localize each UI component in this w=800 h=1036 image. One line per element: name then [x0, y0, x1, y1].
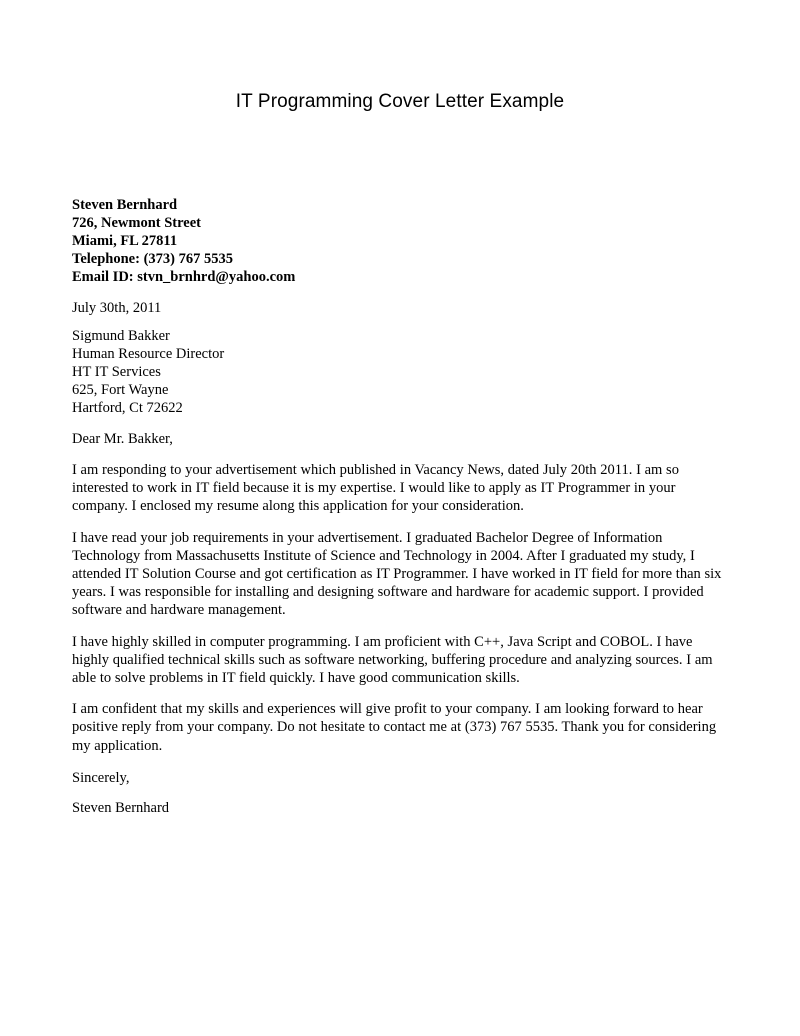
recipient-street: 625, Fort Wayne [72, 382, 169, 398]
letter-body [72, 196, 728, 817]
letter-date: July 30th, 2011 [72, 300, 162, 316]
sender-city-state-zip: Miami, FL 27811 [72, 233, 178, 249]
closing-valediction: Sincerely, [72, 769, 130, 786]
sender-address-block [72, 196, 728, 286]
sender-name: Steven Bernhard [72, 197, 178, 213]
page-title: IT Programming Cover Letter Example [235, 91, 565, 112]
body-paragraph-3: I have highly skilled in computer programming. I am proficient with C++, Java Script and COBOL. I have highly qualified technical skills such as software networking, buffering procedure and analyzing sources. I am able to solve problems in IT field quickly. I have good communication skills. [72, 633, 713, 687]
recipient-address-block [72, 327, 728, 417]
recipient-job-title: Human Resource Director [72, 346, 225, 362]
recipient-city-state-zip: Hartford, Ct 72622 [72, 400, 183, 416]
recipient-name: Sigmund Bakker [72, 328, 170, 344]
closing-signature-name: Steven Bernhard [72, 799, 170, 816]
salutation: Dear Mr. Bakker, [72, 431, 173, 447]
body-paragraph-1: I am responding to your advertisement which published in Vacancy News, dated July 20th 2011. I am so interested to work in IT field because it is my expertise. I would like to apply as IT Programmer in your company. I enclosed my resume along this application for your consideration. [72, 462, 679, 515]
body-paragraph-4: I am confident that my skills and experiences will give profit to your company. I am looking forward to hear positive reply from your company. Do not hesitate to contact me at (373) 767 5535. Thank you for considering my application. [72, 701, 717, 754]
sender-email: Email ID: stvn_brnhrd@yahoo.com [72, 269, 296, 285]
body-paragraph-2: I have read your job requirements in your advertisement. I graduated Bachelor Degree of Information Technology from Massachusetts Institute of Science and Technology in 2004. After I graduated my study, I attended IT Solution Course and got certification as IT Programmer. I have worked in IT field for more than six years. I was responsible for installing and designing software and hardware for academic support. I provided software and hardware management. [72, 529, 722, 619]
sender-street: 726, Newmont Street [72, 215, 201, 231]
recipient-company: HT IT Services [72, 364, 161, 380]
sender-telephone: Telephone: (373) 767 5535 [72, 251, 233, 267]
